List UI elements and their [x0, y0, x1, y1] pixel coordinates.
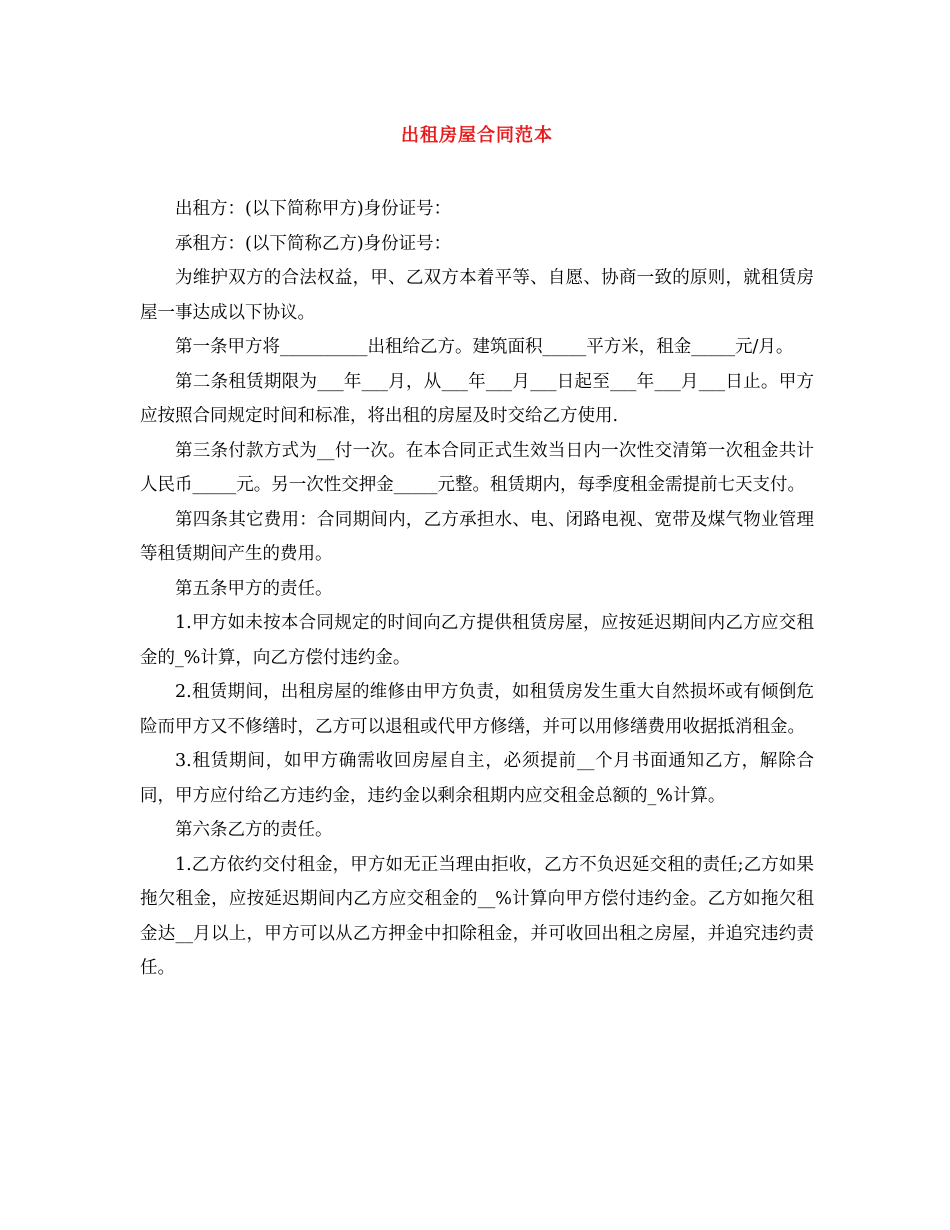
- paragraph-article-3: 第三条付款方式为__付一次。在本合同正式生效当日内一次性交清第一次租金共计人民币_____元。另一次性交押金_____元整。租赁期内，每季度租金需提前七天支付。: [140, 440, 814, 495]
- paragraph-article-5-item-1: 1.甲方如未按本合同规定的时间向乙方提供租赁房屋，应按延迟期间内乙方应交租金的_%计算，向乙方偿付违约金。: [140, 613, 814, 668]
- paragraph-article-2: 第二条租赁期限为___年___月，从___年___月___日起至___年___月___日止。甲方应按照合同规定时间和标准，将出租的房屋及时交给乙方使用.: [140, 371, 814, 426]
- paragraph-article-4: 第四条其它费用：合同期间内，乙方承担水、电、闭路电视、宽带及煤气物业管理等租赁期间产生的费用。: [140, 509, 814, 564]
- document-body: [140, 192, 814, 986]
- paragraph-article-6-heading: 第六条乙方的责任。: [175, 820, 333, 840]
- paragraph-article-5-item-2: 2.租赁期间，出租房屋的维修由甲方负责，如租赁房发生重大自然损坏或有倾倒危险而甲方又不修缮时，乙方可以退租或代甲方修缮，并可以用修缮费用收据抵消租金。: [140, 682, 814, 737]
- paragraph-article-1: 第一条甲方将__________出租给乙方。建筑面积_____平方米，租金_____元/月。: [175, 337, 794, 357]
- paragraph-lessee: 承租方：(以下简称乙方)身份证号：: [175, 233, 452, 254]
- paragraph-article-5-heading: 第五条甲方的责任。: [175, 578, 333, 599]
- paragraph-article-6-item-1: 1.乙方依约交付租金，甲方如无正当理由拒收，乙方不负迟延交租的责任;乙方如果拖欠租金，应按延迟期间内乙方应交租金的__%计算向甲方偿付违约金。乙方如拖欠租金达__月以上，甲方可以从乙方押金中扣除租金，并可收回出租之房屋，并追究违约责任。: [140, 854, 814, 978]
- paragraph-preamble: 为维护双方的合法权益，甲、乙双方本着平等、自愿、协商一致的原则，就租赁房屋一事达成以下协议。: [140, 268, 814, 323]
- paragraph-article-5-item-3: 3.租赁期间，如甲方确需收回房屋自主，必须提前__个月书面通知乙方，解除合同，甲方应付给乙方违约金，违约金以剩余租期内应交租金总额的_%计算。: [140, 751, 814, 806]
- paragraph-lessor: 出租方：(以下简称甲方)身份证号：: [175, 199, 452, 219]
- document-title: 出租房屋合同范本: [401, 125, 553, 146]
